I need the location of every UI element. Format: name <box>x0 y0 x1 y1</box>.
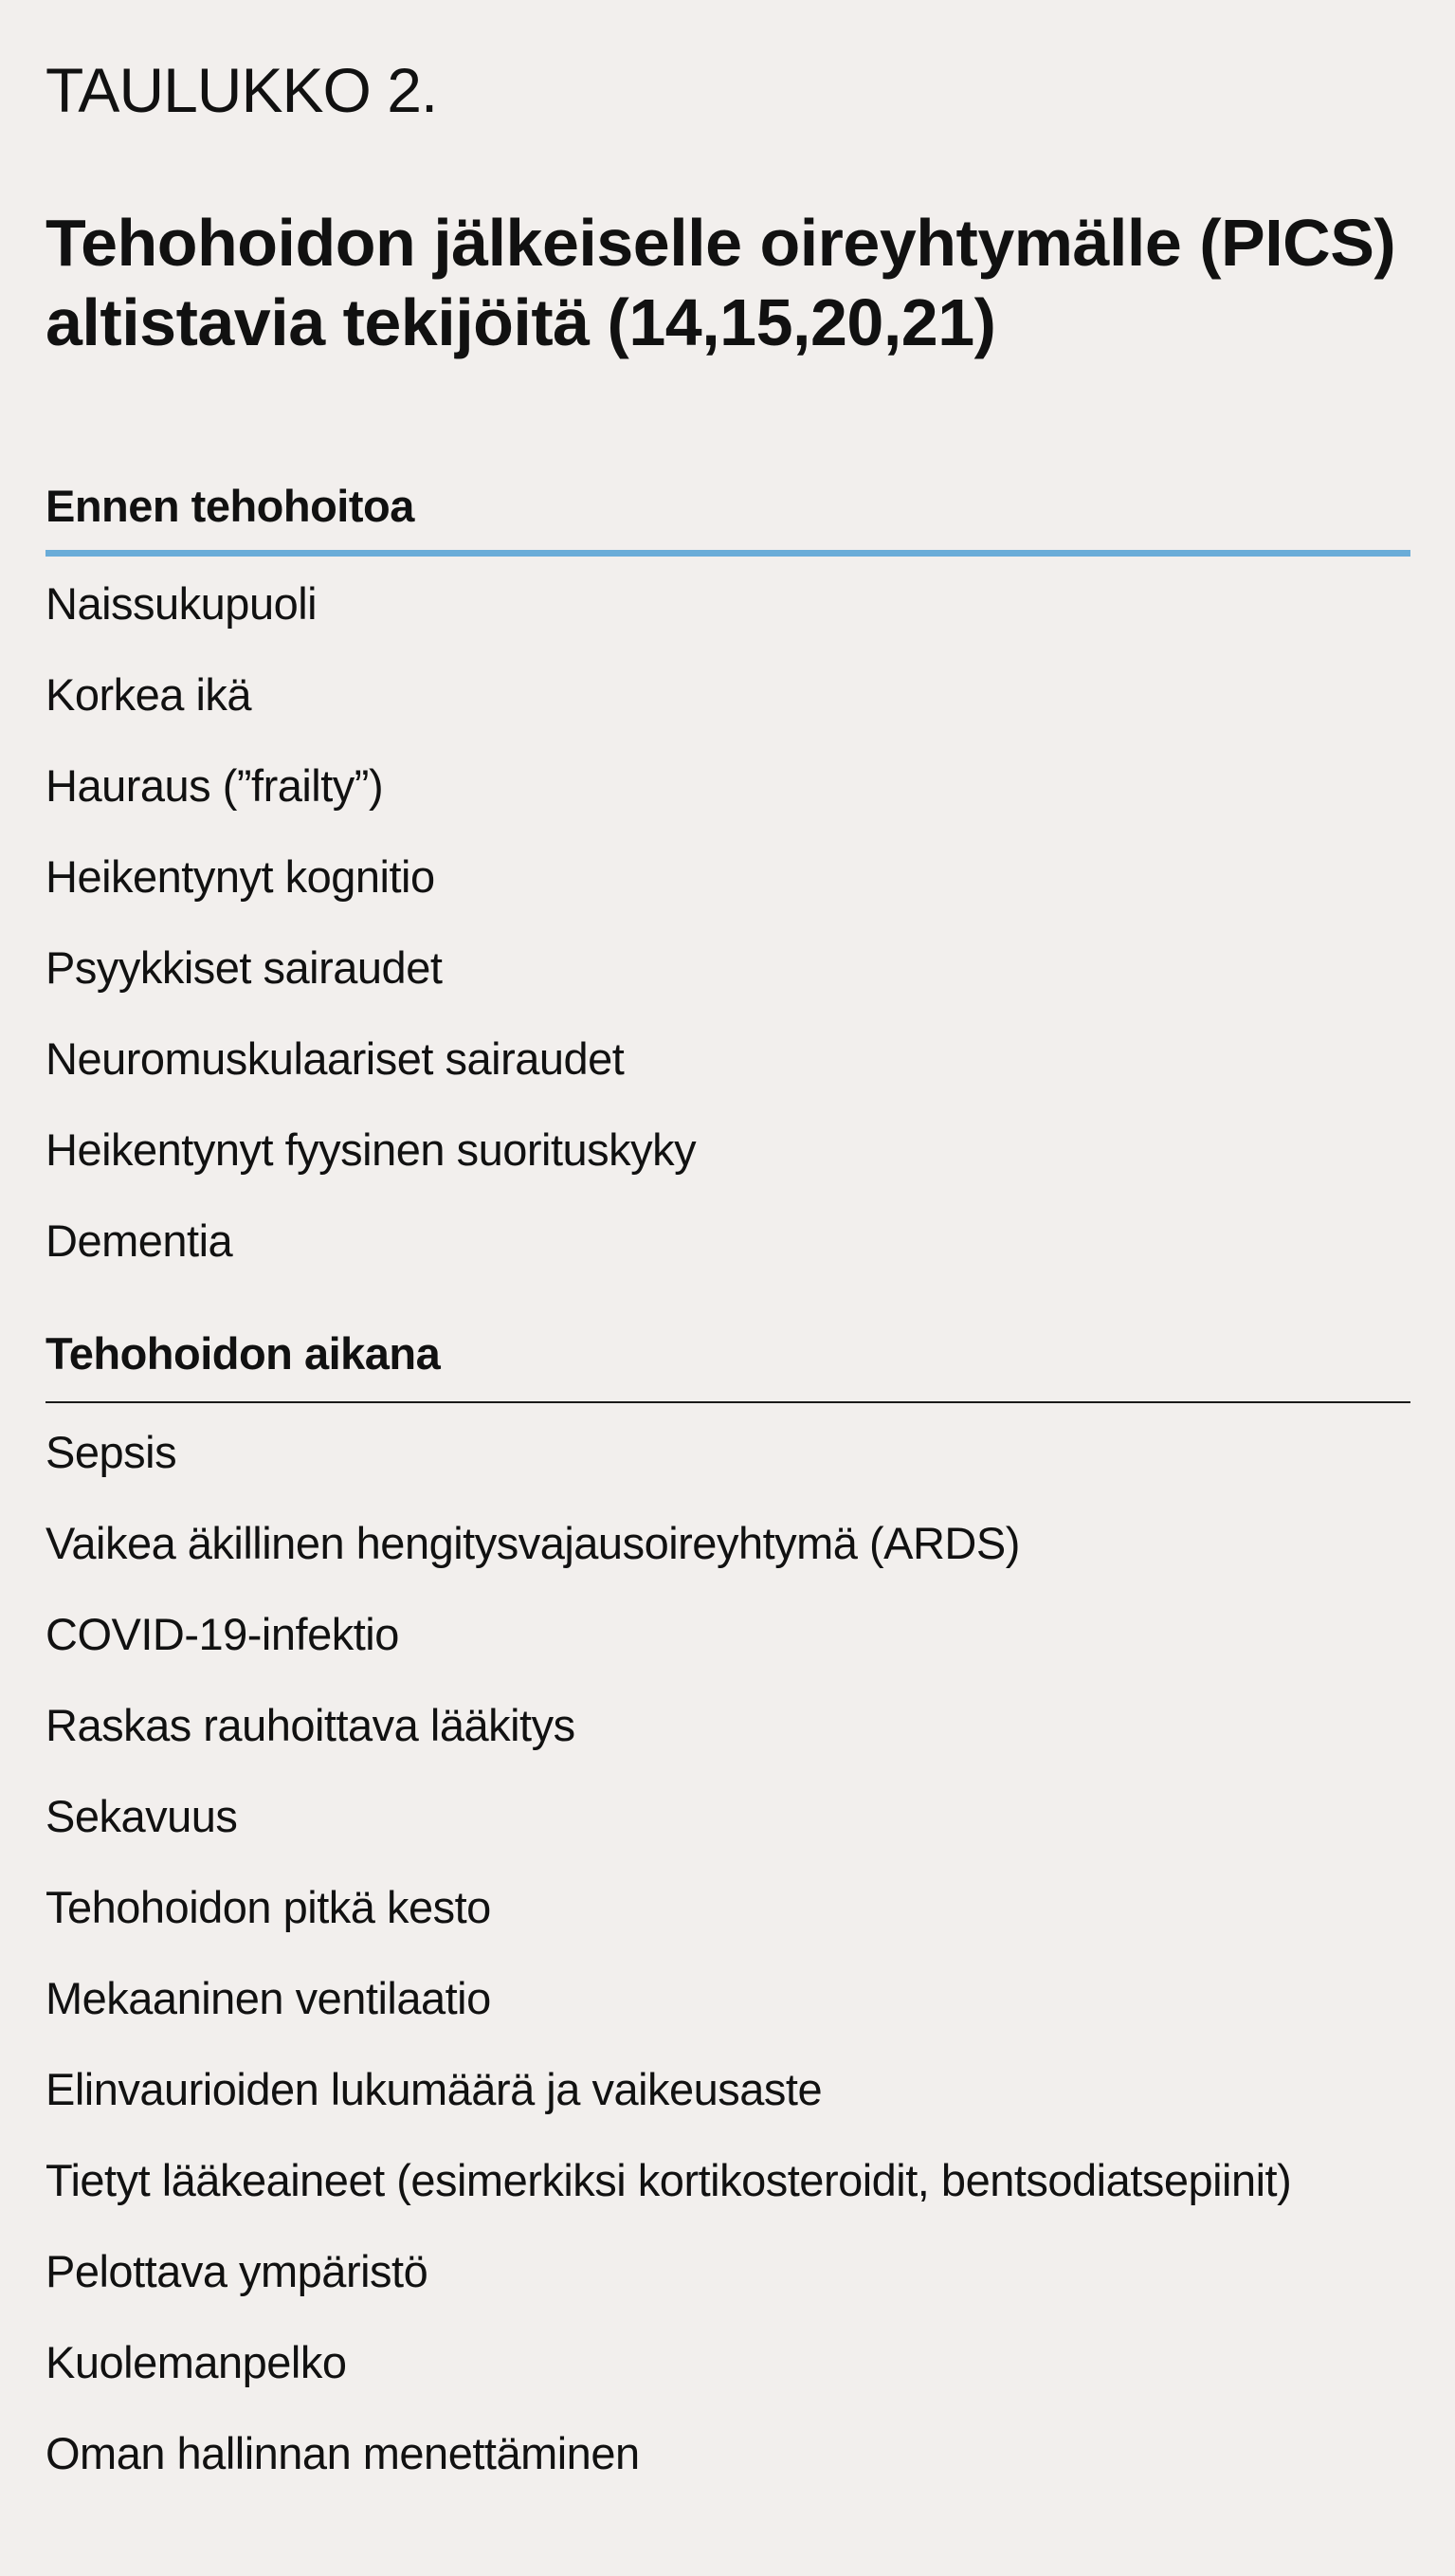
list-item: COVID-19-infektio <box>45 1609 399 1659</box>
section-divider <box>45 1401 1410 1403</box>
list-item: Korkea ikä <box>45 669 252 720</box>
list-item: Neuromuskulaariset sairaudet <box>45 1033 625 1084</box>
list-item: Tietyt lääkeaineet (esimerkiksi kortikosteroidit, bentsodiatsepiinit) <box>45 2155 1292 2205</box>
list-item: Sekavuus <box>45 1791 238 1841</box>
table-number: TAULUKKO 2. <box>45 55 438 125</box>
list-item: Heikentynyt fyysinen suorituskyky <box>45 1124 697 1175</box>
list-item: Oman hallinnan menettäminen <box>45 2428 640 2478</box>
list-item: Heikentynyt kognitio <box>45 851 435 902</box>
list-item: Psyykkiset sairaudet <box>45 942 443 993</box>
section-heading: Ennen tehohoitoa <box>45 481 414 531</box>
list-item: Raskas rauhoittava lääkitys <box>45 1700 575 1750</box>
list-item: Kuolemanpelko <box>45 2337 347 2387</box>
list-item: Tehohoidon pitkä kesto <box>45 1882 491 1932</box>
factor-list <box>45 1407 1410 2499</box>
list-item: Elinvaurioiden lukumäärä ja vaikeusaste <box>45 2064 823 2114</box>
list-item: Dementia <box>45 1215 233 1266</box>
list-item: Hauraus (”frailty”) <box>45 760 384 811</box>
list-item: Pelottava ympäristö <box>45 2246 428 2296</box>
section-heading: Tehohoidon aikana <box>45 1328 441 1379</box>
list-item: Sepsis <box>45 1427 177 1477</box>
factor-list <box>45 558 1410 1287</box>
list-item: Naissukupuoli <box>45 578 318 629</box>
list-item: Vaikea äkillinen hengitysvajausoireyhtymä (ARDS) <box>45 1518 1020 1568</box>
section-during-icu <box>45 1328 1410 2499</box>
table-title: Tehohoidon jälkeiselle oireyhtymälle (PICS) altistavia tekijöitä (14,15,20,21) <box>45 206 1396 359</box>
list-item: Mekaaninen ventilaatio <box>45 1973 491 2023</box>
section-divider <box>45 550 1410 557</box>
section-before-icu <box>45 481 1410 1287</box>
